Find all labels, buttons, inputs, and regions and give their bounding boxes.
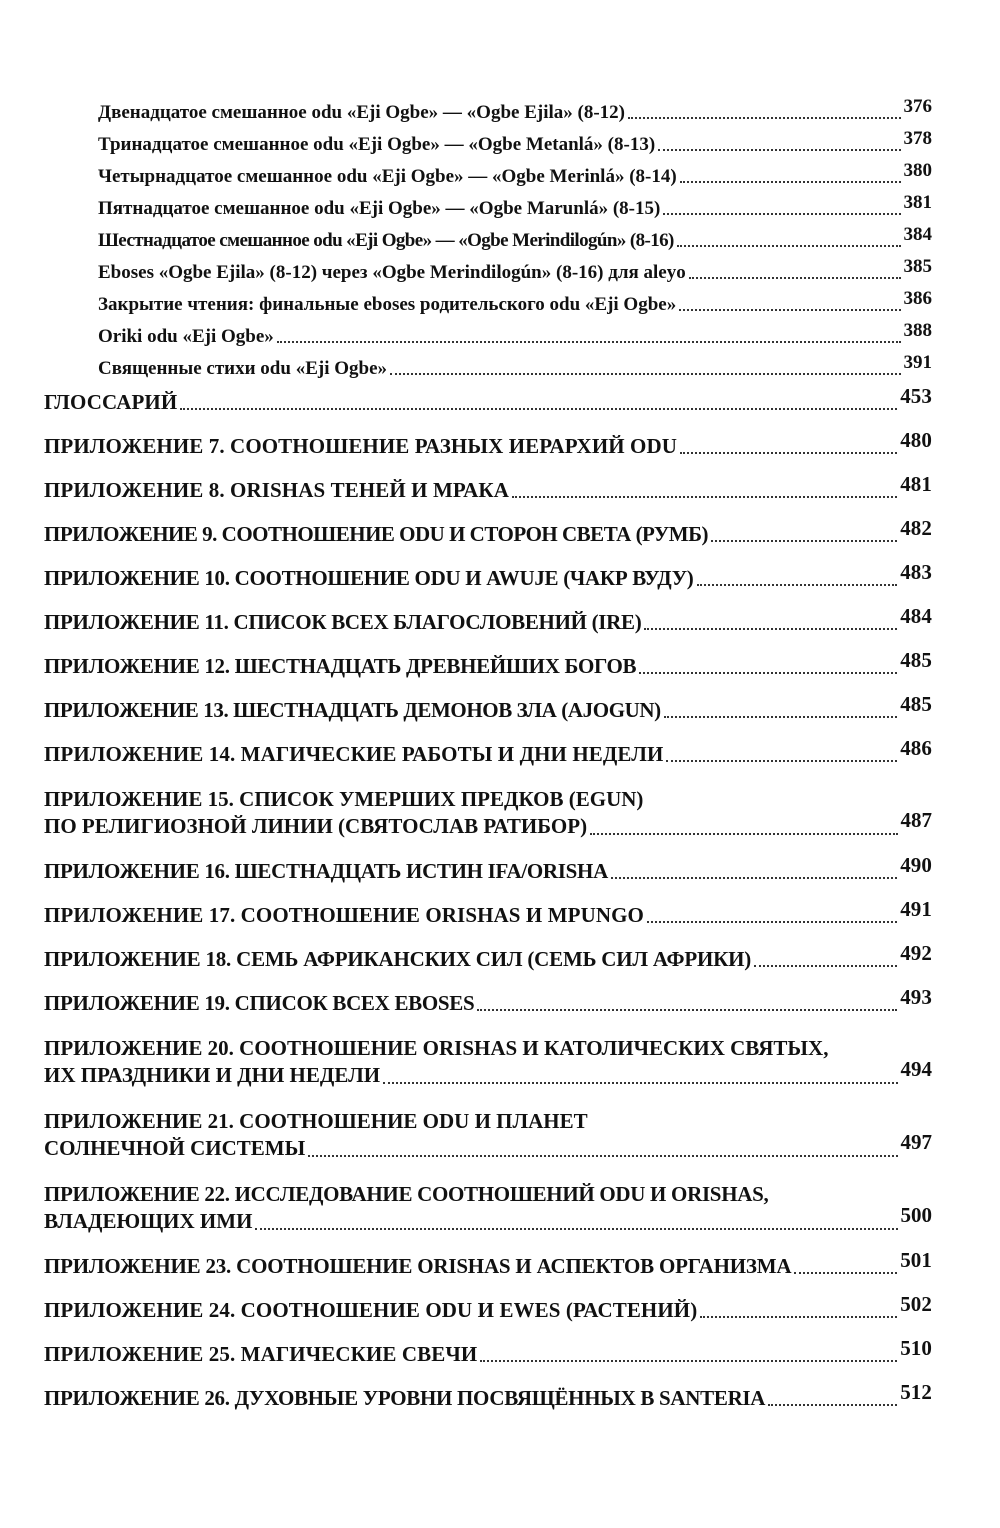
toc-entry-last-line bbox=[44, 1130, 932, 1162]
toc-entry-title: Eboses «Ogbe Ejila» (8-12) через «Ogbe Merindilogún» (8-16) для aleyo bbox=[98, 262, 686, 283]
dot-leader bbox=[794, 1272, 897, 1274]
toc-entry-appendix-15[interactable] bbox=[44, 786, 932, 840]
toc-page-number: 376 bbox=[903, 96, 932, 117]
toc-entry-title-line2: ИХ ПРАЗДНИКИ И ДНИ НЕДЕЛИ bbox=[44, 1063, 381, 1087]
toc-page-number: 490 bbox=[900, 853, 932, 877]
toc-sub-entry[interactable] bbox=[98, 284, 932, 316]
toc-entry-title-line1: ПРИЛОЖЕНИЕ 20. СООТНОШЕНИЕ ORISHAS И КАТОЛИЧЕСКИХ СВЯТЫХ, bbox=[44, 1036, 829, 1060]
toc-entry-title: ПРИЛОЖЕНИЕ 24. СООТНОШЕНИЕ ODU И EWES (РАСТЕНИЙ) bbox=[44, 1298, 698, 1322]
dot-leader bbox=[390, 373, 901, 375]
dot-leader bbox=[679, 309, 900, 311]
toc-sub-entry[interactable] bbox=[98, 92, 932, 124]
toc-entry-title-line2: ПО РЕЛИГИОЗНОЙ ЛИНИИ (СВЯТОСЛАВ РАТИБОР) bbox=[44, 814, 588, 838]
dot-leader bbox=[255, 1228, 897, 1230]
dot-leader bbox=[277, 341, 901, 343]
toc-page-number: 485 bbox=[900, 648, 932, 672]
toc-entry-appendix-21[interactable] bbox=[44, 1108, 932, 1162]
toc-entry-title: Двенадцатое смешанное odu «Eji Ogbe» — «Ogbe Ejila» (8-12) bbox=[98, 102, 625, 123]
toc-entry-title: ПРИЛОЖЕНИЕ 19. СПИСОК ВСЕХ EBOSES bbox=[44, 991, 475, 1015]
toc-entry-title: ПРИЛОЖЕНИЕ 8. ORISHAS ТЕНЕЙ И МРАКА bbox=[44, 478, 509, 502]
dot-leader bbox=[639, 672, 897, 674]
toc-entry-title: Закрытие чтения: финальные eboses родительского odu «Eji Ogbe» bbox=[98, 294, 677, 315]
toc-entry-appendix-20[interactable] bbox=[44, 1035, 932, 1089]
toc-entry-title: Тринадцатое смешанное odu «Eji Ogbe» — «Ogbe Metanlá» (8-13) bbox=[98, 134, 656, 155]
toc-sub-entry[interactable] bbox=[98, 124, 932, 156]
toc-entry-last-line bbox=[44, 1057, 932, 1089]
toc-page-number: 381 bbox=[903, 192, 932, 213]
dot-leader bbox=[480, 1360, 897, 1362]
dot-leader bbox=[689, 277, 901, 279]
toc-page-number: 484 bbox=[900, 604, 932, 628]
dot-leader bbox=[477, 1009, 897, 1011]
toc-page-number: 481 bbox=[900, 472, 932, 496]
toc-entry-title: ПРИЛОЖЕНИЕ 18. СЕМЬ АФРИКАНСКИХ СИЛ (СЕМЬ СИЛ АФРИКИ) bbox=[44, 947, 752, 971]
toc-entry-appendix-25[interactable] bbox=[44, 1336, 932, 1367]
dot-leader bbox=[697, 584, 898, 586]
toc-entry-title: ПРИЛОЖЕНИЕ 16. ШЕСТНАДЦАТЬ ИСТИН IFA/ORISHA bbox=[44, 859, 608, 883]
toc-entry-title: Oriki odu «Eji Ogbe» bbox=[98, 326, 274, 347]
toc-entry-appendix-19[interactable] bbox=[44, 985, 932, 1016]
toc-entry-glossary[interactable] bbox=[44, 384, 932, 415]
toc-page-number: 480 bbox=[900, 428, 932, 452]
toc-page-number: 482 bbox=[900, 516, 932, 540]
toc-page-number: 384 bbox=[903, 224, 932, 245]
toc-page-number: 492 bbox=[900, 941, 932, 965]
dot-leader bbox=[512, 496, 897, 498]
dot-leader bbox=[680, 181, 901, 183]
toc-entry-title: ГЛОССАРИЙ bbox=[44, 390, 178, 414]
toc-page-number: 491 bbox=[900, 897, 932, 921]
toc-page-number: 493 bbox=[900, 985, 932, 1009]
dot-leader bbox=[308, 1155, 897, 1157]
toc-entry-title-line1: ПРИЛОЖЕНИЕ 21. СООТНОШЕНИЕ ODU И ПЛАНЕТ bbox=[44, 1109, 588, 1133]
dot-leader bbox=[680, 452, 897, 454]
toc-page-number: 483 bbox=[900, 560, 932, 584]
dot-leader bbox=[666, 760, 897, 762]
toc-entry-title: ПРИЛОЖЕНИЕ 13. ШЕСТНАДЦАТЬ ДЕМОНОВ ЗЛА (AJOGUN) bbox=[44, 698, 661, 722]
toc-entry-title-line1: ПРИЛОЖЕНИЕ 22. ИССЛЕДОВАНИЕ СООТНОШЕНИЙ ODU И ORISHAS, bbox=[44, 1182, 769, 1206]
dot-leader bbox=[658, 149, 900, 151]
dot-leader bbox=[590, 833, 897, 835]
toc-page-number: 486 bbox=[900, 736, 932, 760]
dot-leader bbox=[647, 921, 897, 923]
toc-entry-last-line bbox=[44, 808, 932, 840]
toc-page-number: 391 bbox=[903, 352, 932, 373]
toc-entry-title-line2: ВЛАДЕЮЩИХ ИМИ bbox=[44, 1209, 253, 1233]
dot-leader bbox=[768, 1404, 897, 1406]
toc-page-number: 386 bbox=[903, 288, 932, 309]
dot-leader bbox=[664, 716, 897, 718]
toc-entry-last-line bbox=[44, 1203, 932, 1235]
toc-sub-entry[interactable] bbox=[98, 316, 932, 348]
toc-page-number: 453 bbox=[900, 384, 932, 408]
toc-sub-entry[interactable] bbox=[98, 252, 932, 284]
toc-sub-entry[interactable] bbox=[98, 188, 932, 220]
dot-leader bbox=[677, 245, 901, 247]
toc-page-number: 385 bbox=[903, 256, 932, 277]
toc-entry-title-line1: ПРИЛОЖЕНИЕ 15. СПИСОК УМЕРШИХ ПРЕДКОВ (EGUN) bbox=[44, 787, 644, 811]
toc-entry-appendix-23[interactable] bbox=[44, 1248, 932, 1279]
toc-entry-title: ПРИЛОЖЕНИЕ 7. СООТНОШЕНИЕ РАЗНЫХ ИЕРАРХИЙ ODU bbox=[44, 434, 678, 458]
toc-page-number: 494 bbox=[900, 1057, 932, 1081]
toc-entry-appendix-9[interactable] bbox=[44, 516, 932, 547]
toc-entry-appendix-22[interactable] bbox=[44, 1181, 932, 1235]
toc-entry-title-line2: СОЛНЕЧНОЙ СИСТЕМЫ bbox=[44, 1136, 306, 1160]
dot-leader bbox=[180, 408, 897, 410]
toc-entry-appendix-11[interactable] bbox=[44, 604, 932, 635]
toc-page-number: 502 bbox=[900, 1292, 932, 1316]
toc-entry-title: Священные стихи odu «Eji Ogbe» bbox=[98, 358, 387, 379]
toc-entry-appendix-17[interactable] bbox=[44, 897, 932, 928]
toc-page-number: 501 bbox=[900, 1248, 932, 1272]
toc-page-number: 485 bbox=[900, 692, 932, 716]
dot-leader bbox=[383, 1082, 897, 1084]
toc-entry-title: Пятнадцатое смешанное odu «Eji Ogbe» — «Ogbe Marunlá» (8-15) bbox=[98, 198, 661, 219]
toc-entry-title: ПРИЛОЖЕНИЕ 11. СПИСОК ВСЕХ БЛАГОСЛОВЕНИЙ (IRE) bbox=[44, 610, 642, 634]
dot-leader bbox=[628, 117, 901, 119]
dot-leader bbox=[700, 1316, 897, 1318]
toc-entry-appendix-12[interactable] bbox=[44, 648, 932, 679]
toc-entry-title: ПРИЛОЖЕНИЕ 17. СООТНОШЕНИЕ ORISHAS И MPUNGO bbox=[44, 903, 644, 927]
toc-entry-appendix-18[interactable] bbox=[44, 941, 932, 972]
toc-entry-title: ПРИЛОЖЕНИЕ 9. СООТНОШЕНИЕ ODU И СТОРОН СВЕТА (РУМБ) bbox=[44, 522, 708, 546]
toc-page-number: 510 bbox=[900, 1336, 932, 1360]
toc-entry-appendix-24[interactable] bbox=[44, 1292, 932, 1323]
toc-main-list bbox=[44, 384, 932, 1430]
toc-page-number: 380 bbox=[903, 160, 932, 181]
dot-leader bbox=[754, 965, 897, 967]
toc-entry-title: Шестнадцатое смешанное odu «Eji Ogbe» — «Ogbe Merindilogún» (8-16) bbox=[98, 230, 674, 251]
dot-leader bbox=[711, 540, 897, 542]
dot-leader bbox=[611, 877, 897, 879]
toc-subsection-list bbox=[98, 92, 932, 380]
toc-entry-appendix-7[interactable] bbox=[44, 428, 932, 459]
toc-page-number: 512 bbox=[900, 1380, 932, 1404]
toc-entry-title: ПРИЛОЖЕНИЕ 12. ШЕСТНАДЦАТЬ ДРЕВНЕЙШИХ БОГОВ bbox=[44, 654, 637, 678]
toc-page-number: 497 bbox=[900, 1130, 932, 1154]
toc-entry-title: ПРИЛОЖЕНИЕ 10. СООТНОШЕНИЕ ODU И AWUJE (ЧАКР ВУДУ) bbox=[44, 566, 694, 590]
toc-sub-entry[interactable] bbox=[98, 348, 932, 380]
toc-entry-appendix-26[interactable] bbox=[44, 1380, 932, 1411]
dot-leader bbox=[644, 628, 897, 630]
toc-entry-appendix-13[interactable] bbox=[44, 692, 932, 723]
toc-entry-appendix-10[interactable] bbox=[44, 560, 932, 591]
toc-entry-appendix-8[interactable] bbox=[44, 472, 932, 503]
toc-entry-title: ПРИЛОЖЕНИЕ 23. СООТНОШЕНИЕ ORISHAS И АСПЕКТОВ ОРГАНИЗМА bbox=[44, 1254, 792, 1278]
toc-entry-title: ПРИЛОЖЕНИЕ 25. МАГИЧЕСКИЕ СВЕЧИ bbox=[44, 1342, 478, 1366]
toc-sub-entry[interactable] bbox=[98, 156, 932, 188]
toc-page-number: 378 bbox=[903, 128, 932, 149]
toc-page-number: 487 bbox=[900, 808, 932, 832]
toc-sub-entry[interactable] bbox=[98, 220, 932, 252]
toc-entry-appendix-14[interactable] bbox=[44, 736, 932, 767]
toc-entry-title: Четырнадцатое смешанное odu «Eji Ogbe» — «Ogbe Merinlá» (8-14) bbox=[98, 166, 677, 187]
toc-entry-appendix-16[interactable] bbox=[44, 853, 932, 884]
toc-page-number: 388 bbox=[903, 320, 932, 341]
toc-entry-title: ПРИЛОЖЕНИЕ 26. ДУХОВНЫЕ УРОВНИ ПОСВЯЩЁННЫХ В SANTERIA bbox=[44, 1386, 766, 1410]
dot-leader bbox=[663, 213, 900, 215]
toc-entry-title: ПРИЛОЖЕНИЕ 14. МАГИЧЕСКИЕ РАБОТЫ И ДНИ НЕДЕЛИ bbox=[44, 742, 664, 766]
toc-page-number: 500 bbox=[900, 1203, 932, 1227]
